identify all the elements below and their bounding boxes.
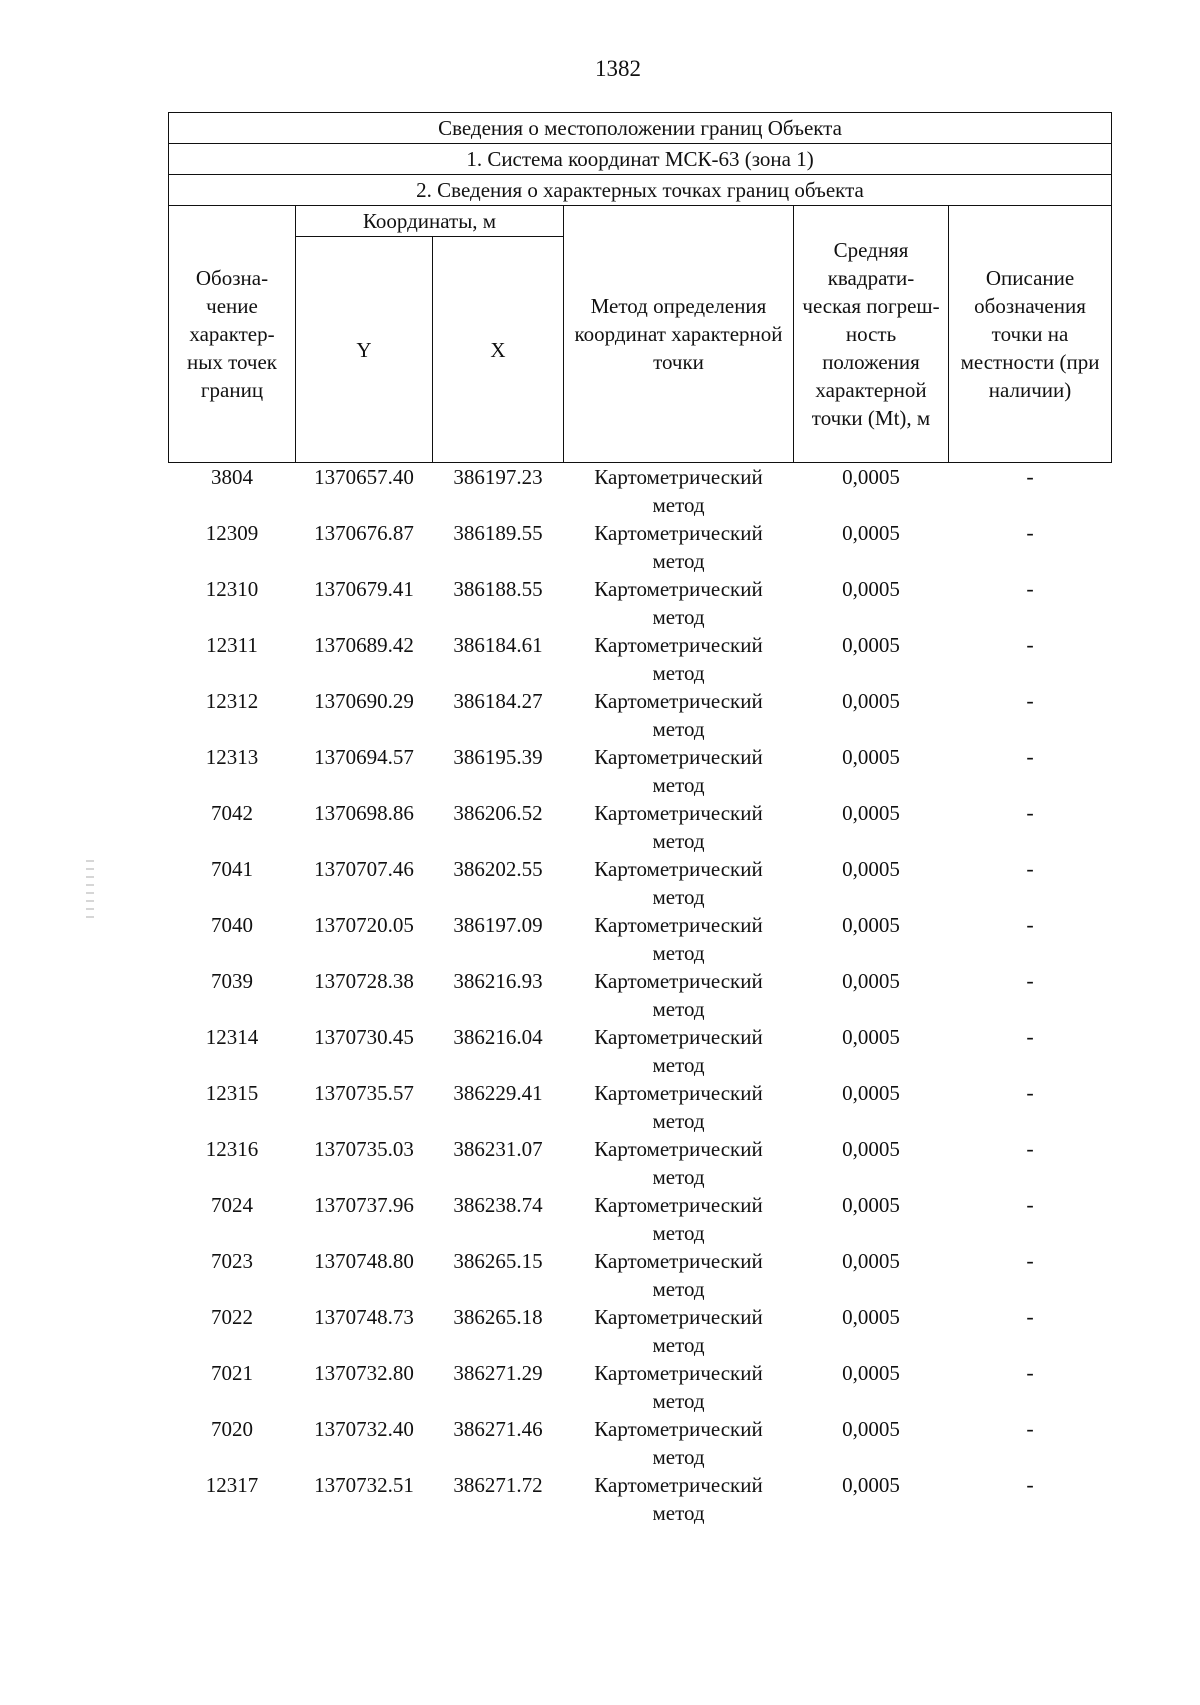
method-line-2: метод [652, 1109, 705, 1133]
scan-artifact [86, 860, 94, 920]
y-cell: 1370748.80 [314, 1249, 414, 1273]
y-cell: 1370730.45 [314, 1025, 414, 1049]
table-row [169, 1135, 1112, 1191]
x-cell: 386216.93 [453, 969, 543, 993]
y-cell: 1370657.40 [314, 465, 414, 489]
x-cell: 386265.15 [453, 1249, 543, 1273]
x-cell: 386202.55 [453, 857, 543, 881]
point-cell: 7024 [211, 1193, 253, 1217]
table-row [169, 1023, 1112, 1079]
description-cell: - [1026, 912, 1034, 937]
x-cell: 386184.61 [453, 633, 543, 657]
description-header: Описание обозначения точки на местности (при наличии) [949, 206, 1112, 463]
x-cell: 386229.41 [453, 1081, 543, 1105]
x-cell: 386271.72 [453, 1473, 543, 1497]
method-cell [564, 1471, 794, 1527]
point-cell: 12316 [205, 1137, 259, 1161]
y-cell: 1370732.40 [314, 1417, 414, 1441]
table-row [169, 1303, 1112, 1359]
error-cell: 0,0005 [842, 857, 900, 881]
table-row [169, 911, 1112, 967]
table-row [169, 743, 1112, 799]
error-cell: 0,0005 [842, 801, 900, 825]
error-cell: 0,0005 [842, 577, 900, 601]
table-row [169, 1079, 1112, 1135]
method-cell [564, 967, 794, 1023]
table-row [169, 1359, 1112, 1415]
method-line-1: Картометрический [594, 1025, 763, 1049]
description-cell: - [1026, 688, 1034, 713]
x-cell: 386231.07 [453, 1137, 543, 1161]
point-cell: 7042 [211, 801, 253, 825]
description-cell: - [1026, 1080, 1034, 1105]
method-line-2: метод [652, 1165, 705, 1189]
error-cell: 0,0005 [842, 633, 900, 657]
method-line-2: метод [652, 1333, 705, 1357]
method-cell [564, 575, 794, 631]
method-line-1: Картометрический [594, 857, 763, 881]
description-cell: - [1026, 632, 1034, 657]
coordinates-header: Координаты, м [296, 206, 564, 237]
table-row [169, 463, 1112, 520]
method-line-2: метод [652, 1389, 705, 1413]
error-cell: 0,0005 [842, 969, 900, 993]
x-cell: 386271.29 [453, 1361, 543, 1385]
y-cell: 1370689.42 [314, 633, 414, 657]
method-line-1: Картометрический [594, 1361, 763, 1385]
description-cell: - [1026, 1024, 1034, 1049]
y-cell: 1370690.29 [314, 689, 414, 713]
method-line-1: Картометрический [594, 1249, 763, 1273]
method-line-1: Картометрический [594, 745, 763, 769]
method-line-1: Картометрический [594, 913, 763, 937]
point-cell: 7020 [211, 1417, 253, 1441]
method-line-2: метод [652, 1277, 705, 1301]
description-cell: - [1026, 856, 1034, 881]
method-line-1: Картометрический [594, 1417, 763, 1441]
point-cell: 3804 [211, 465, 253, 489]
table-row [169, 1247, 1112, 1303]
table-row [169, 575, 1112, 631]
method-line-2: метод [652, 1221, 705, 1245]
boundary-points-table [168, 112, 1112, 1527]
coordinate-system-title: 1. Система координат МСК-63 (зона 1) [169, 144, 1112, 175]
method-cell [564, 1191, 794, 1247]
method-line-2: метод [652, 1445, 705, 1469]
error-cell: 0,0005 [842, 1417, 900, 1441]
method-line-2: метод [652, 605, 705, 629]
table-row [169, 855, 1112, 911]
method-cell [564, 1247, 794, 1303]
point-cell: 7021 [211, 1361, 253, 1385]
method-cell [564, 631, 794, 687]
method-cell [564, 1303, 794, 1359]
method-line-2: метод [652, 829, 705, 853]
description-cell: - [1026, 576, 1034, 601]
error-cell: 0,0005 [842, 1137, 900, 1161]
table-row [169, 967, 1112, 1023]
x-cell: 386238.74 [453, 1193, 543, 1217]
error-cell: 0,0005 [842, 465, 900, 489]
table-row [169, 799, 1112, 855]
method-line-1: Картометрический [594, 1193, 763, 1217]
x-cell: 386197.23 [453, 465, 543, 489]
error-cell: 0,0005 [842, 745, 900, 769]
error-cell: 0,0005 [842, 1305, 900, 1329]
table-title: Сведения о местоположении границ Объекта [169, 113, 1112, 144]
error-cell: 0,0005 [842, 1473, 900, 1497]
method-cell [564, 855, 794, 911]
y-cell: 1370735.57 [314, 1081, 414, 1105]
y-cell: 1370732.51 [314, 1473, 414, 1497]
description-cell: - [1026, 1304, 1034, 1329]
table-row [169, 1415, 1112, 1471]
description-cell: - [1026, 1192, 1034, 1217]
method-line-1: Картометрический [594, 577, 763, 601]
x-cell: 386271.46 [453, 1417, 543, 1441]
point-cell: 12314 [205, 1025, 259, 1049]
method-cell [564, 1359, 794, 1415]
method-line-1: Картометрический [594, 689, 763, 713]
method-line-1: Картометрический [594, 1305, 763, 1329]
description-cell: - [1026, 464, 1034, 489]
error-cell: 0,0005 [842, 1361, 900, 1385]
method-line-2: метод [652, 941, 705, 965]
y-cell: 1370720.05 [314, 913, 414, 937]
point-cell: 7040 [211, 913, 253, 937]
point-cell: 7022 [211, 1305, 253, 1329]
method-line-2: метод [652, 1501, 705, 1525]
error-cell: 0,0005 [842, 521, 900, 545]
method-line-1: Картометрический [594, 1081, 763, 1105]
point-cell: 12309 [205, 521, 259, 545]
error-cell: 0,0005 [842, 1025, 900, 1049]
error-cell: 0,0005 [842, 1081, 900, 1105]
description-cell: - [1026, 1248, 1034, 1273]
y-cell: 1370679.41 [314, 577, 414, 601]
y-cell: 1370694.57 [314, 745, 414, 769]
method-cell [564, 519, 794, 575]
description-cell: - [1026, 744, 1034, 769]
method-cell [564, 799, 794, 855]
method-cell [564, 1023, 794, 1079]
y-cell: 1370737.96 [314, 1193, 414, 1217]
method-header: Метод определения координат характерной точки [564, 206, 794, 463]
point-cell: 12312 [205, 689, 259, 713]
point-cell: 12311 [206, 633, 258, 657]
method-line-1: Картометрический [594, 465, 763, 489]
y-cell: 1370735.03 [314, 1137, 414, 1161]
method-cell [564, 743, 794, 799]
x-cell: 386265.18 [453, 1305, 543, 1329]
method-cell [564, 687, 794, 743]
description-cell: - [1026, 1360, 1034, 1385]
y-cell: 1370707.46 [314, 857, 414, 881]
x-cell: 386206.52 [453, 801, 543, 825]
points-section-title: 2. Сведения о характерных точках границ объекта [169, 175, 1112, 206]
y-cell: 1370728.38 [314, 969, 414, 993]
method-line-2: метод [652, 773, 705, 797]
point-cell: 7039 [211, 969, 253, 993]
description-cell: - [1026, 968, 1034, 993]
point-cell: 7023 [211, 1249, 253, 1273]
method-line-2: метод [652, 885, 705, 909]
method-cell [564, 463, 794, 520]
table-row [169, 631, 1112, 687]
description-cell: - [1026, 1416, 1034, 1441]
table-row [169, 1471, 1112, 1527]
error-cell: 0,0005 [842, 913, 900, 937]
method-cell [564, 1415, 794, 1471]
x-cell: 386184.27 [453, 689, 543, 713]
description-cell: - [1026, 1136, 1034, 1161]
error-header: Средняя квадрати- ческая погреш- ность положения характерной точки (Mt), м [794, 206, 949, 463]
y-cell: 1370698.86 [314, 801, 414, 825]
x-cell: 386188.55 [453, 577, 543, 601]
y-cell: 1370676.87 [314, 521, 414, 545]
point-cell: 12317 [205, 1473, 259, 1497]
table-body [169, 463, 1112, 1528]
point-cell: 12313 [205, 745, 259, 769]
method-cell [564, 1135, 794, 1191]
y-header: Y [296, 237, 433, 463]
method-line-2: метод [652, 1053, 705, 1077]
description-cell: - [1026, 520, 1034, 545]
table-row [169, 519, 1112, 575]
point-cell: 12310 [205, 577, 259, 601]
x-cell: 386189.55 [453, 521, 543, 545]
designation-header: Обозна- чение характер- ных точек границ [169, 206, 296, 463]
method-line-1: Картометрический [594, 1473, 763, 1497]
method-cell [564, 1079, 794, 1135]
y-cell: 1370732.80 [314, 1361, 414, 1385]
point-cell: 7041 [211, 857, 253, 881]
description-cell: - [1026, 1472, 1034, 1497]
method-line-1: Картометрический [594, 1137, 763, 1161]
table-row [169, 1191, 1112, 1247]
method-line-1: Картометрический [594, 801, 763, 825]
error-cell: 0,0005 [842, 1193, 900, 1217]
y-cell: 1370748.73 [314, 1305, 414, 1329]
x-cell: 386195.39 [453, 745, 543, 769]
x-cell: 386197.09 [453, 913, 543, 937]
table-row [169, 687, 1112, 743]
x-header: X [433, 237, 564, 463]
method-line-2: метод [652, 717, 705, 741]
method-line-2: метод [652, 493, 705, 517]
method-line-1: Картометрический [594, 969, 763, 993]
method-line-2: метод [652, 549, 705, 573]
method-cell [564, 911, 794, 967]
error-cell: 0,0005 [842, 689, 900, 713]
x-cell: 386216.04 [453, 1025, 543, 1049]
page-number: 1382 [595, 56, 641, 81]
method-line-1: Картометрический [594, 521, 763, 545]
point-cell: 12315 [205, 1081, 259, 1105]
method-line-1: Картометрический [594, 633, 763, 657]
method-line-2: метод [652, 997, 705, 1021]
description-cell: - [1026, 800, 1034, 825]
method-line-2: метод [652, 661, 705, 685]
error-cell: 0,0005 [842, 1249, 900, 1273]
